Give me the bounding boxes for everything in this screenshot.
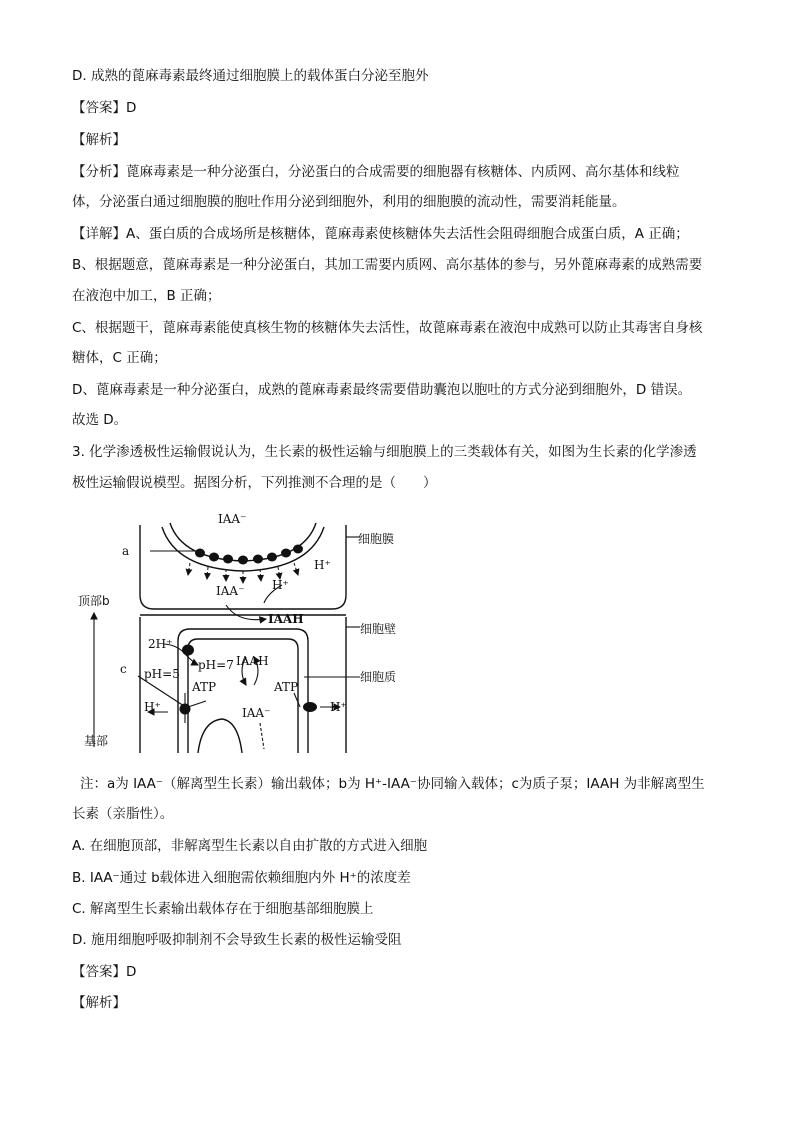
- label-base: 基部: [84, 734, 109, 748]
- q2-answer: 【答案】D: [72, 100, 137, 116]
- label-ph7: pH=7: [198, 658, 234, 672]
- diagram-svg: [78, 505, 408, 753]
- q3-option-d: D. 施用细胞呼吸抑制剂不会导致生长素的极性运输受阻: [72, 932, 402, 948]
- q2-fenxi-line-1: 【分析】蓖麻毒素是一种分泌蛋白，分泌蛋白的合成需要的细胞器有核糖体、内质网、高尔基体和线粒: [72, 164, 680, 180]
- q3-option-a: A. 在细胞顶部，非解离型生长素以自由扩散的方式进入细胞: [72, 838, 428, 854]
- q2-detail-line-6: D、蓖麻毒素是一种分泌蛋白，成熟的蓖麻毒素最终需要借助囊泡以胞吐的方式分泌到细胞外，D 错误。: [72, 382, 692, 398]
- label-iaah-2: IAAH: [236, 654, 269, 668]
- label-h-mid: H⁺: [272, 578, 289, 592]
- label-atp-right: ATP: [274, 680, 299, 694]
- label-iaa-mid: IAA⁻: [216, 584, 245, 598]
- auxin-transport-diagram: [78, 505, 408, 753]
- label-a: a: [122, 544, 130, 558]
- lower-cell: [140, 615, 346, 753]
- label-ph5: pH=5: [144, 667, 180, 681]
- label-iaa-low: IAA⁻: [242, 706, 271, 720]
- label-cell-membrane: 细胞膜: [358, 532, 395, 546]
- q2-detail-line-2: B、根据题意，蓖麻毒素是一种分泌蛋白，其加工需要内质网、高尔基体的参与，另外蓖麻毒素的成熟需要: [72, 257, 703, 273]
- label-top-b: 顶部b: [78, 594, 110, 608]
- q2-detail-line-5: 糖体，C 正确；: [72, 350, 167, 366]
- label-h-top: H⁺: [314, 558, 331, 572]
- label-iaah-1: IAAH: [268, 612, 304, 626]
- label-atp-left: ATP: [192, 680, 217, 694]
- q3-answer: 【答案】D: [72, 964, 137, 980]
- q3-note-line-2: 长素（亲脂性）。: [72, 806, 174, 822]
- label-h-left: H⁺: [144, 700, 161, 714]
- label-h-right: H⁺: [330, 700, 347, 714]
- q3-note-line-1: 注：a为 IAA⁻（解离型生长素）输出载体；b为 H⁺-IAA⁻协同输入载体；c为质子泵；IAAH 为非解离型生: [80, 776, 705, 792]
- q3-option-c: C. 解离型生长素输出载体存在于细胞基部细胞膜上: [72, 901, 374, 917]
- q2-analysis-heading: 【解析】: [72, 132, 126, 148]
- q3-stem-line-2: 极性运输假说模型。据图分析，下列推测不合理的是（ ）: [72, 475, 437, 491]
- q3-analysis-heading: 【解析】: [72, 995, 126, 1011]
- label-cell-wall: 细胞壁: [360, 622, 397, 636]
- q2-detail-line-1: 【详解】A、蛋白质的合成场所是核糖体，蓖麻毒素使核糖体失去活性会阻碍细胞合成蛋白质，A 正确；: [72, 226, 689, 242]
- label-cytoplasm: 细胞质: [360, 670, 397, 684]
- q2-option-d: D. 成熟的蓖麻毒素最终通过细胞膜上的载体蛋白分泌至胞外: [72, 68, 429, 84]
- label-iaa-top: IAA⁻: [218, 512, 247, 526]
- q3-stem-line-1: 3. 化学渗透极性运输假说认为，生长素的极性运输与细胞膜上的三类载体有关，如图为生长素的化学渗透: [72, 444, 697, 460]
- label-c: c: [120, 662, 127, 676]
- q2-detail-line-3: 在液泡中加工，B 正确；: [72, 288, 221, 304]
- q3-option-b: B. IAA⁻通过 b载体进入细胞需依赖细胞内外 H⁺的浓度差: [72, 870, 411, 886]
- label-2h: 2H⁺: [148, 637, 173, 651]
- q2-conclusion: 故选 D。: [72, 412, 128, 428]
- q2-detail-line-4: C、根据题干，蓖麻毒素能使真核生物的核糖体失去活性，故蓖麻毒素在液泡中成熟可以防止其毒害自身核: [72, 320, 703, 336]
- carrier-a-row: [195, 545, 303, 565]
- q2-fenxi-line-2: 体，分泌蛋白通过细胞膜的胞吐作用分泌到细胞外，利用的细胞膜的流动性，需要消耗能量。: [72, 194, 626, 210]
